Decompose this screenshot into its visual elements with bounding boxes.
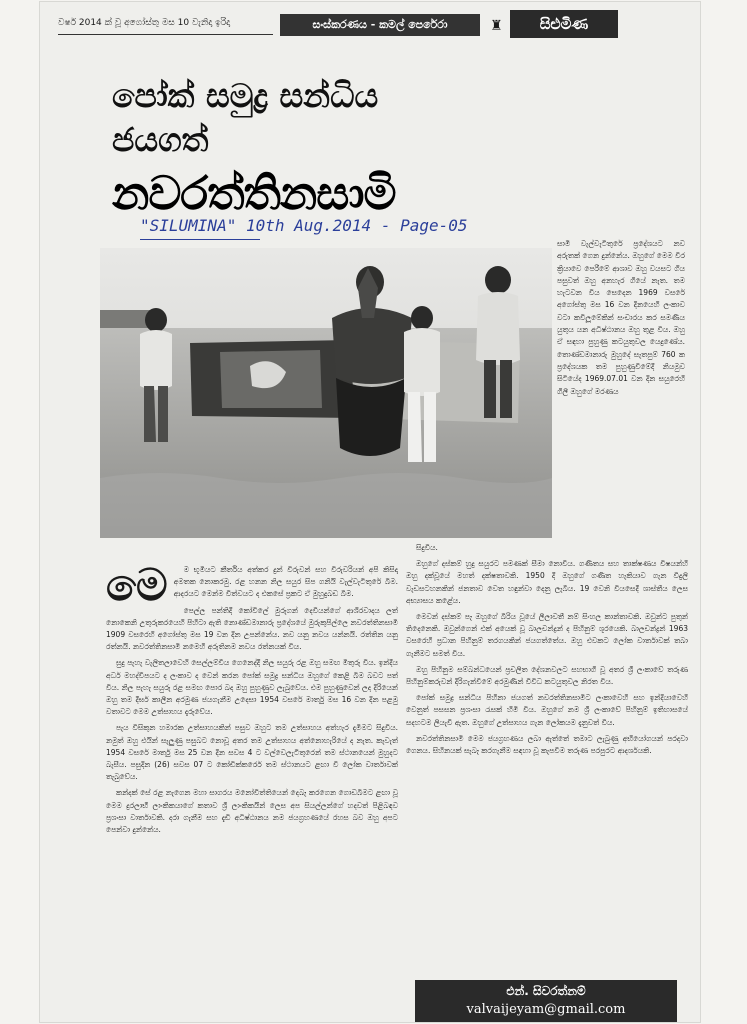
article-paragraph: සුදු පැහැ වැලිතලාවෙහි සෙල්ලම්වීය ගෙනෙද්දී නිල සයුරු රළ ඔහු සමඟ මිතුරු විය. ඉන්දීය අර්ධ මහද්වීපයට ද ලංකාව ද වෙන් කරන පෝක් සමුද්‍ර සන්ධිය ඔහුගේ කෙළි බිම බවට පත් විය. නිල පැහැ සයුරු රළ සමඟ පොර බද ඔහු පුහුණුව ලැබුවේය. එම පුහුණුවෙන් ලද දිරියෙන් ඔහු තම දීර්ඝ කාලීන අරමුණ ජයගැනීම උදෙසා 1954 වසරේ මාර්තු මස 16 වන දින පළමු වතාවට මෙම උත්සාහය දැරුවේය. (106, 658, 398, 717)
emblem-icon: ♜ (490, 18, 503, 34)
article-paragraph: පෙල්ල පන්තිදී කෝවිලේ මුරුගන් දෙවියන්ගේ ආශිරවාදය ලත් නොකෙනි උතුරුකරයෙහි පිහිටා ඇති නොණ්ඩමානාරු ප්‍රදේශයේ මුරුකුපිල්ලෙ නවරත්තිනසාමි 1909 වසරෙහි අගෝස්තු මස 19 වන දින උපන්නේය. නව යනු නවය යන්නයි. රත්තින යනු රත්නයි. නවරත්තිනසාමි නමෙහි අරුතිනම නවය රත්නයක් විය. (106, 605, 398, 652)
article-paragraph: නවරත්තිනසාමි මෙම ජයග්‍රහණය ලබා ඇත්තේ තමාට ලැබුණු අභියෝගයන් පරදවා ගෙනය. සිහිනයක් සැබෑ කරගැනීම සඳහා වූ කැපවීම තරුණ පරපුරට ආදර්ශයකි. (406, 733, 688, 756)
right-paragraphs (406, 542, 688, 757)
article-paragraph: සිදුවිය. (416, 543, 438, 552)
article-photo (100, 248, 552, 538)
headline-line-1: පෝක් සමුද්‍ර සන්ධිය (112, 76, 379, 115)
article-paragraph: ඔහුගේ දස්කම් හුදු සයුරට පමණක් සීමා නොවීය. ගණිතය සහ තාක්ෂණය විෂයන්හි ඔහු දක්වූයේ මහත් දක්ෂතාවකි. 1950 දී ඔහුගේ ගණිත හැකියාව ගැන විදුලි වැඩසටහනකින් ජනතාව වෙත හඳුන්වා දෙනු ලැබීය. 19 වෙනි වියසෙදී ශාස්තීය ලෙස අභ්‍යාසය කළේය. (406, 559, 688, 605)
headline-line-2: ජයගත් (112, 120, 209, 159)
article-paragraph: මෙවන් දස්කම් පෑ ඔහුගේ බිරිය වූයේ ලීලාවතී නම් සිංහල කාන්තාවකි. ඔවුන්ට පුතුන් තිදෙනෙකි. ඔවුන්ගෙන් එක් අයෙක් වූ බාලචන්ද්‍රන් ද පිහිනුම් ශූරයෙකි. බාලචන්ද්‍රන් 1963 වසරෙහි ප්‍රධාන පිහිනුම් තරගයකින් ජයගත්තේය. ඔහු එවකට ලෝක වාර්තාවක් තබා ගැනීමට සමත් විය. (406, 612, 688, 658)
handwritten-underline (140, 239, 260, 240)
article-column-right (406, 542, 688, 761)
headline-line-3: නවරත්තිනසාමි (112, 166, 396, 220)
photo-swimmer-with-flag (100, 248, 552, 538)
article-paragraph: ම භූමියට කීර්තිය අත්කර දුන් විරුවන් සහ විරුවරියන් අපි කිසිදා අමතක නොකරමු. රළ හනන නිල සයුර සිප ගනියි වැල්වැටිතුරේ බිම. ආදරයට මෙන්ම විත්වයට ද එකසේ ප්‍රකට ඒ මුහුදුබඩ බිම. (173, 565, 398, 599)
article-paragraph: පෝක් සමුද්‍ර සන්ධිය පිහිනා ජයගත් නවරත්තිනසාමිට ලංකාවෙහි සහ ඉන්දියාවෙහි වෙනුත් පසසන ප්‍රශංසා රැසක් හිමි විය. ඔහුගේ නම ශ්‍රී ලංකාවේ පිහිනුම් ඉතිහාසයේ සදහටම ලියැවී ඇත. ඔහුගේ උත්සාහය ගැන ලෝකයම දැනුවත් විය. (406, 693, 688, 727)
article-paragraph: කන්දක් සේ රළ නැගෙන මහා සාගරය මනෝවිත්තියෙන් දෙබෑ කරගෙන ගොඩබිමට ළඟා වූ මෙම දුරලාභී ලාංකිකයාගේ කතාව ශ්‍රී ලාංකිකයින් ලෙස අප සියල්ලන්ගේ හදවත් පිළිබඳව ප්‍රශංසා වාර්තාවකි. දරා ගැනීම සහ දැඩි අධිෂ්ඨානය නම ජයග්‍රහණයේ රහස බව ඔහු අපට පෙන්වා දුන්නේය. (106, 788, 398, 835)
author-name: එන්. සිවරත්නම් (506, 984, 586, 998)
dropcap: මෙ (106, 560, 168, 611)
article-paragraph: පැය විසිකුන හමාරක උත්සාහයකින් පසුව ඔහුට තම උත්සාහය අත්හැර දැමීමට සිදුවිය. නමුත් ඔහු එයින් සැලුණු පසුබට නොවූ අතර තම උත්සාහය අත්නොහැරියේ ද නැත. කැවැත් 1954 වසරේ මාර්තු මස 25 වන දින සවස 4 ට වල්වෙලැටිතුරෙන් තම ස්ථානයෙන් මුහුදට බැසීය. පසුදින (26) සවස 07 ට කෝඩික්කරෙර් තම ස්ථානයට ළඟා වී ලෝක වාර්තාවක් තැබුවේය. (106, 723, 398, 782)
handwritten-note: "SILUMINA" 10th Aug.2014 - Page-05 (140, 216, 468, 235)
sidebar-column: සාමි වැල්වැටිතුරේ ප්‍රදේශයට නව අරුතක් ගෙන දුන්නේය. ඔහුගේ මෙම වීර ක්‍රියාවෙ පෙරීමේ ආශාව ඔහු වයසට ගිය පසුවත් ඔහු අනහැර ගියේ නැත. තම හැටවන විය සෙදෙන 1969 වසරේ අගෝස්තු මස 16 වන දිනයෙහි ලංකාව වටා කවිලූමේකින් සංචාරය කර සමණිය යුතුය යන අධිෂ්ඨානය ඔහු තුළ විය. ඔහු ඒ සඳහා පුහුණු කටයුතුවල යෙදුණේය. තොණ්ඩමානාරු මුහුදේ සැතපුම් 760 ක ප්‍රදේශයක තම පුහුණුවීමේදී නියමුව සිටියේද 1969.07.01 වන දින සයුරෙහි ගිලී ඔහුගේ මරණය (557, 239, 685, 396)
article-paragraph: ඔහු පිහිනුම සම්බන්ධයෙන් ප්‍රචලිත දේශනවලට සහභාගි වූ අතර ශ්‍රී ලංකාවේ තරුණ පිහිනුම්කරුවන් දිරිගැන්වීමේ අරමුණින් විවිධ කටයුතුවල නිරත විය. (406, 664, 688, 687)
masthead (58, 8, 623, 42)
author-email: valvaijeyam@gmail.com (466, 1002, 626, 1017)
section-banner: සංස්කරණය - කමල් පෙරේරා (280, 14, 480, 36)
byline-box (415, 980, 677, 1022)
article-column-left (106, 560, 398, 840)
newspaper-logo: සිළුමිණ (510, 10, 618, 38)
issue-date: වර්ෂ 2014 ක් වූ අගෝස්තු මස 10 වැනිදා ඉරිදා (58, 12, 273, 35)
